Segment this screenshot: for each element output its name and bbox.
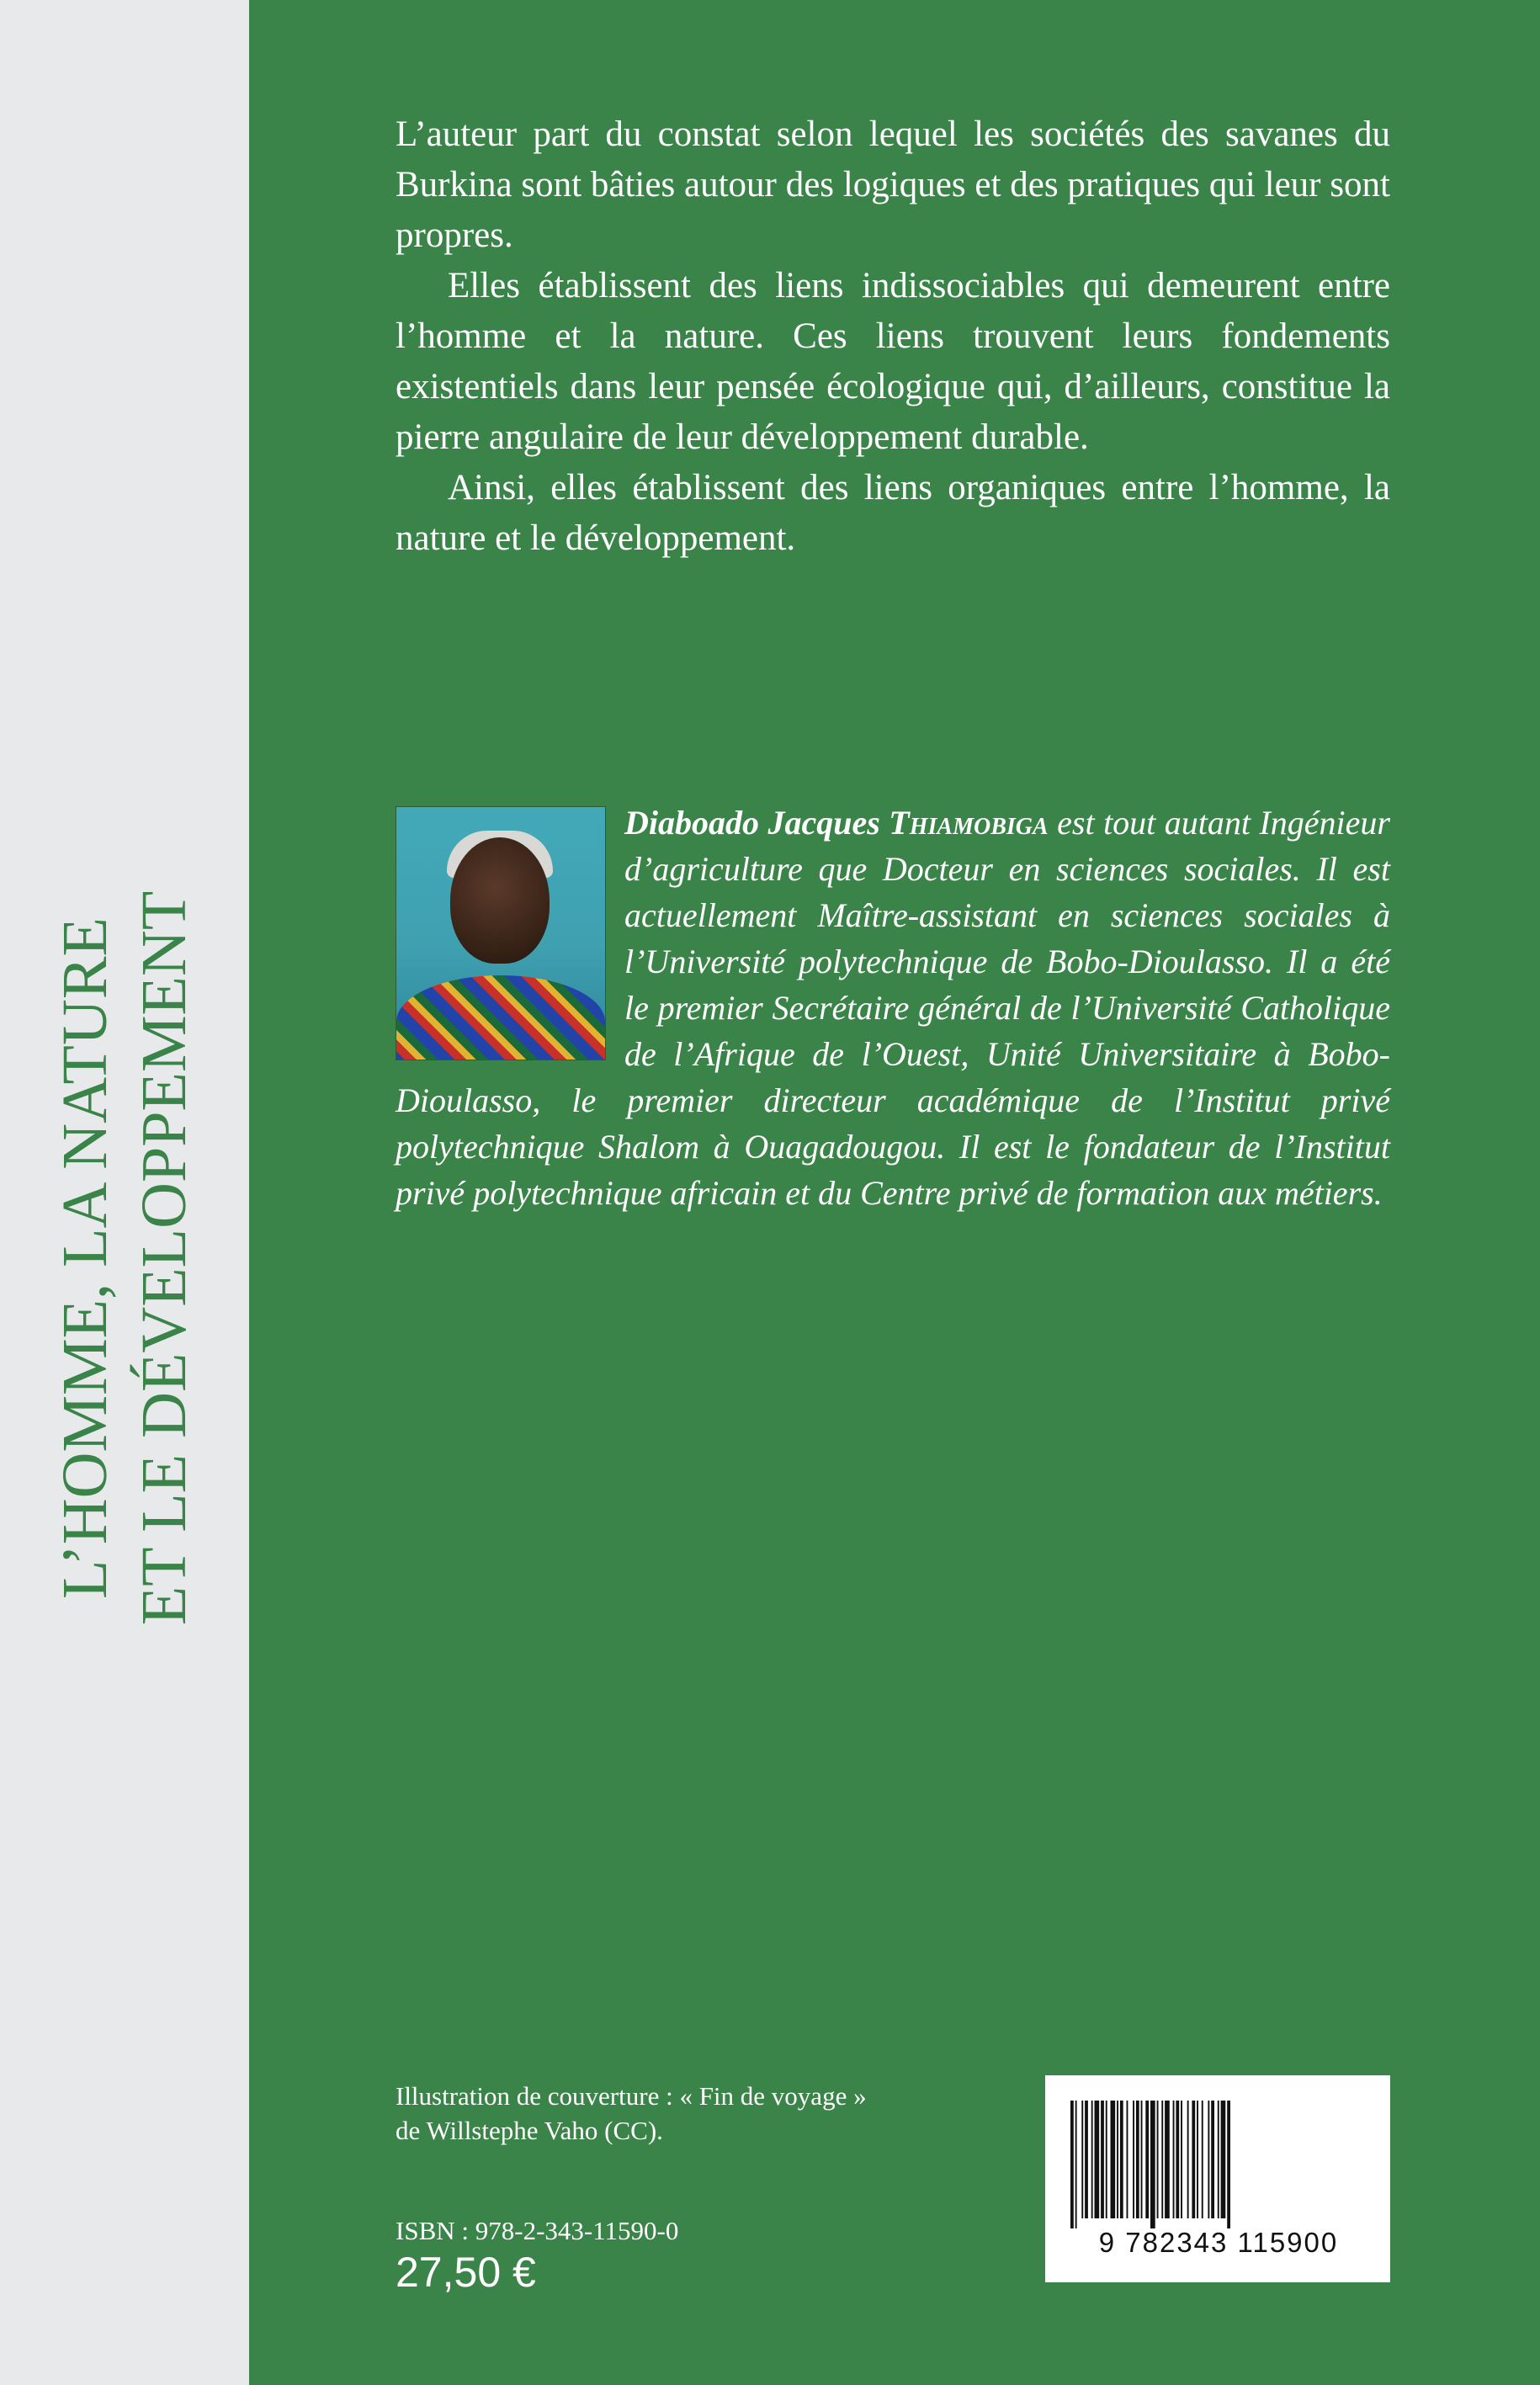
barcode-bar — [1221, 2101, 1226, 2218]
barcode-bar — [1133, 2101, 1134, 2218]
barcode-bar — [1173, 2101, 1175, 2218]
spine-title — [45, 891, 204, 1626]
barcode-bar — [1145, 2101, 1149, 2218]
barcode-bar — [1227, 2101, 1230, 2228]
barcode-icon — [1067, 2101, 1370, 2228]
barcode-bar — [1075, 2101, 1077, 2228]
author-photo-shirt — [396, 975, 605, 1060]
book-spine — [0, 0, 249, 2385]
barcode-bar — [1136, 2101, 1139, 2218]
barcode-bar — [1181, 2101, 1182, 2218]
barcode-bar — [1081, 2101, 1083, 2218]
cover-illustration-credit — [396, 2079, 867, 2148]
author-photo-face — [450, 837, 550, 964]
price: 27,50 € — [396, 2249, 536, 2296]
barcode-bar — [1211, 2101, 1214, 2218]
barcode-bar — [1192, 2101, 1195, 2218]
barcode-bar — [1176, 2101, 1179, 2218]
blurb-text — [396, 109, 1390, 564]
author-bio-text: est tout autant Ingénieur d’agriculture que Docteur en sciences sociales. Il est actuellement Maître-assistant en sciences sociales à l’Université polytechnique de Bobo-Dioulasso. Il a été le premier Secrétaire général de l’Université Catholique de l’Afrique de l’Ouest, Unité Universitaire à Bobo-Dioulasso, le premier directeur académique de l’Institut privé polytechnique Shalom à Ouagadougou. Il est le fondateur de l’Institut privé polytechnique africain et du Centre privé de formation aux métiers. — [396, 804, 1390, 1212]
barcode-bar — [1085, 2101, 1088, 2218]
spine-title-line2: ET LE DÉVELOPPEMENT — [129, 890, 199, 1626]
barcode-bar — [1106, 2101, 1107, 2218]
barcode-bar — [1070, 2101, 1074, 2228]
blurb-paragraph-2: Elles établissent des liens indissociables qui demeurent entre l’homme et la nature. Ces liens trouvent leurs fondements existentiels dans leur pensée écologique qui, d’ailleurs, constitue la pierre angulaire de leur développement durable. — [396, 266, 1390, 457]
blurb-paragraph-3: Ainsi, elles établissent des liens organiques entre l’homme, la nature et le développement. — [396, 468, 1390, 558]
barcode-bar — [1117, 2101, 1118, 2218]
barcode-bar — [1111, 2101, 1116, 2218]
barcode-bar — [1120, 2101, 1123, 2218]
author-photo — [396, 806, 606, 1060]
barcode-bar — [1208, 2101, 1209, 2218]
author-last-name: Thiamobiga — [889, 804, 1049, 842]
credit-line-1: Illustration de couverture : « Fin de voyage » — [396, 2081, 867, 2111]
barcode-bar — [1187, 2101, 1189, 2218]
blurb-paragraph-1: L’auteur part du constat selon lequel les sociétés des savanes du Burkina sont bâties autour des logiques et des pratiques qui leur sont propres. — [396, 114, 1390, 255]
barcode-bar — [1218, 2101, 1219, 2218]
barcode-bar — [1165, 2101, 1170, 2218]
barcode-bar — [1141, 2101, 1143, 2218]
barcode-bar — [1101, 2101, 1104, 2218]
author-first-names: Diaboado Jacques — [624, 804, 880, 842]
barcode-bar — [1157, 2101, 1159, 2218]
author-bio — [396, 799, 1390, 1216]
barcode-bar — [1095, 2101, 1100, 2218]
credit-line-2: de Willstephe Vaho (CC). — [396, 2116, 663, 2145]
barcode-bar — [1150, 2101, 1155, 2228]
barcode-bar — [1197, 2101, 1198, 2218]
barcode-bar — [1161, 2101, 1163, 2218]
barcode-bar — [1127, 2101, 1128, 2218]
barcode-panel — [1045, 2075, 1390, 2282]
barcode-digits: 9 782343 115900 — [1098, 2227, 1339, 2258]
barcode-bar — [1091, 2101, 1093, 2218]
barcode-bar — [1202, 2101, 1203, 2218]
spine-title-line1: L’HOMME, LA NATURE — [50, 917, 120, 1600]
isbn: ISBN : 978-2-343-11590-0 — [396, 2216, 679, 2245]
